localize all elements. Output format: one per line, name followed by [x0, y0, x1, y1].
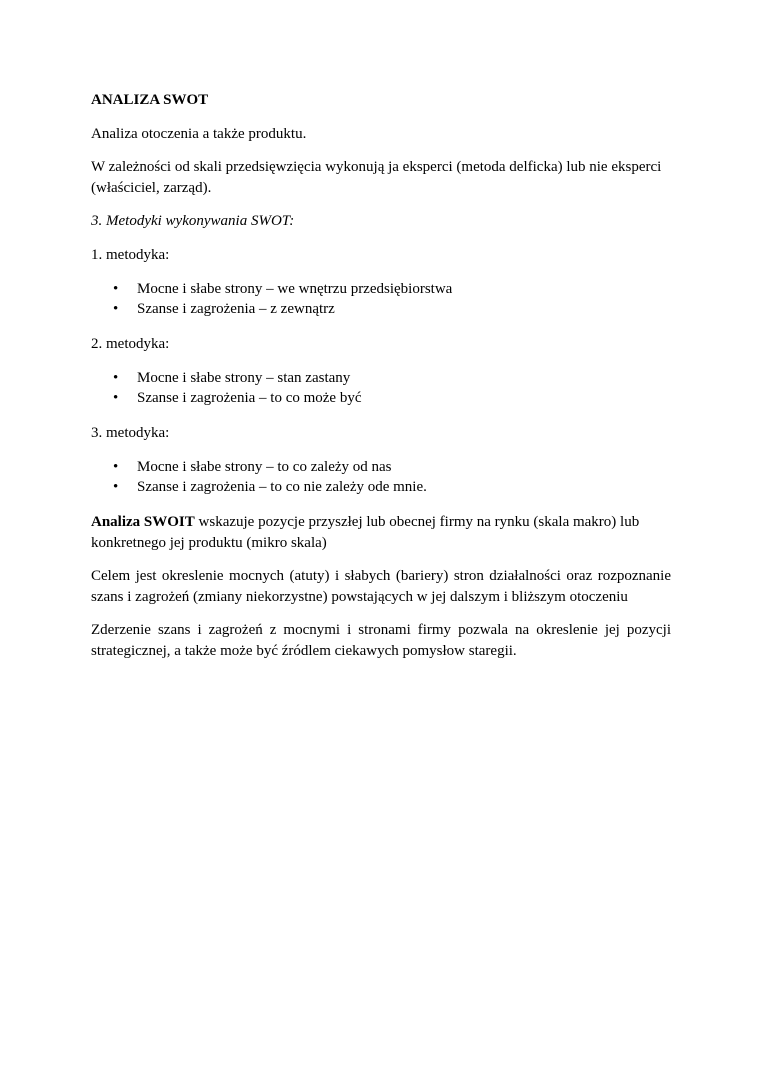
- bullet-icon: •: [113, 459, 119, 475]
- bullet-icon: •: [113, 370, 119, 386]
- bullet-icon: •: [113, 479, 119, 495]
- method-2-label: 2. metodyka:: [91, 336, 170, 352]
- list-item-text: Szanse i zagrożenia – to co nie zależy ode mnie.: [137, 479, 427, 495]
- list-item: [91, 477, 671, 497]
- list-item-text: Mocne i słabe strony – to co zależy od nas: [137, 459, 392, 475]
- method-1-label: 1. metodyka:: [91, 247, 170, 263]
- method-1-list: [91, 279, 671, 319]
- experts-paragraph: W zależności od skali przedsięwzięcia wykonują ja eksperci (metoda delficka) lub nie eksperci (właściciel, zarząd).: [91, 159, 662, 196]
- list-item-text: Mocne i słabe strony – we wnętrzu przedsiębiorstwa: [137, 281, 453, 297]
- list-item-text: Szanse i zagrożenia – z zewnątrz: [137, 301, 335, 317]
- swoit-paragraph: [91, 512, 671, 554]
- method-2-list: [91, 368, 671, 408]
- method-3-label: 3. metodyka:: [91, 425, 170, 441]
- intro-paragraph: Analiza otoczenia a także produktu.: [91, 126, 307, 142]
- bullet-icon: •: [113, 281, 119, 297]
- confront-paragraph: Zderzenie szans i zagrożeń z mocnymi i stronami firmy pozwala na okreslenie jej pozycji strategicznej, a także może być źródlem ciekawych pomysłow staregii.: [91, 622, 671, 659]
- list-item: [91, 457, 671, 477]
- swoit-term: Analiza SWOIT: [91, 514, 195, 530]
- list-item: [91, 388, 671, 408]
- bullet-icon: •: [113, 390, 119, 406]
- list-item: [91, 299, 671, 319]
- list-item: [91, 279, 671, 299]
- list-item: [91, 368, 671, 388]
- goal-paragraph: Celem jest okreslenie mocnych (atuty) i słabych (bariery) stron działalności oraz rozpoznanie szans i zagrożeń (zmiany niekorzystne) powstających w jej dalszym i bliższym otoczeniu: [91, 568, 671, 605]
- bullet-icon: •: [113, 301, 119, 317]
- list-item-text: Mocne i słabe strony – stan zastany: [137, 370, 351, 386]
- list-item-text: Szanse i zagrożenia – to co może być: [137, 390, 362, 406]
- document-title: ANALIZA SWOT: [91, 92, 209, 108]
- method-3-list: [91, 457, 671, 497]
- document-page: [91, 90, 671, 674]
- methods-heading: 3. Metodyki wykonywania SWOT:: [91, 213, 295, 229]
- swoit-description: wskazuje pozycje przyszłej lub obecnej firmy na rynku (skala makro) lub konkretnego jej produktu (mikro skala): [91, 514, 640, 551]
